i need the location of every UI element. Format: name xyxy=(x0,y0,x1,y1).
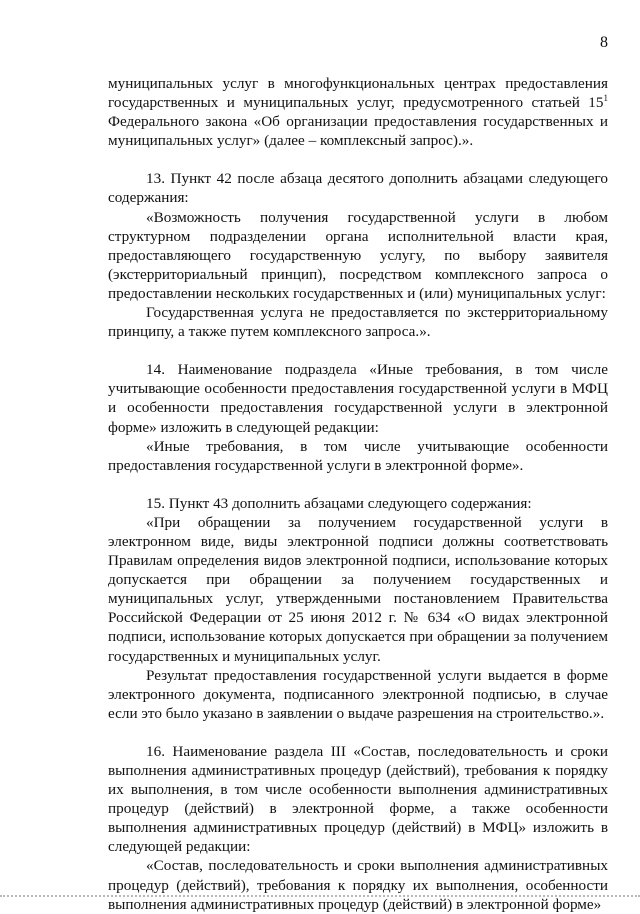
document-body xyxy=(108,74,608,914)
paragraph-quote: Результат предоставления государственной услуги выдается в форме электронного документа, подписанного электронной подписью, в случае если это было указано в заявлении о выдаче разрешения на строительство.». xyxy=(108,666,608,722)
page-number: 8 xyxy=(600,34,608,51)
paragraph-quote: «При обращении за получением государственной услуги в электронном виде, виды электронной подписи должны соответствовать Правилам определения видов электронной подписи, использование которых допускается при обращении за получением государственных и муниципальных услуг, утвержденными постановлением Правительства Российской Федерации от 25 июня 2012 г. № 634 «О видах электронной подписи, использование которых допускается при обращении за получением государственных и муниципальных услуг. xyxy=(108,513,608,665)
paragraph-item-13: 13. Пункт 42 после абзаца десятого дополнить абзацами следующего содержания: xyxy=(108,170,608,207)
paragraph-continuation xyxy=(108,74,608,150)
paragraph-text: Федерального закона «Об организации предоставления государственных и муниципальных услуг» (далее – комплексный запрос).». xyxy=(108,113,608,150)
paragraph-quote: «Возможность получения государственной услуги в любом структурном подразделении органа исполнительной власти края, предоставляющего государственную услугу, по выбору заявителя (экстерриториальный принцип), посредством комплексного запроса о предоставлении нескольких государственных и (или) муниципальных услуг: xyxy=(108,208,608,302)
paragraph-item-15: 15. Пункт 43 дополнить абзацами следующего содержания: xyxy=(146,494,532,512)
paragraph-item-16: 16. Наименование раздела III «Состав, последовательность и сроки выполнения административных процедур (действий), требования к порядку их выполнения, в том числе особенности выполнения административных процедур (действий) в электронной форме, а также особенности выполнения административных процедур (действий) в МФЦ» изложить в следующей редакции: xyxy=(108,742,608,856)
paragraph-quote: Государственная услуга не предоставляется по экстерриториальному принципу, а также путем комплексного запроса.». xyxy=(108,304,608,341)
paragraph-text: муниципальных услуг в многофункциональных центрах предоставления государственных и муниципальных услуг, предусмотренного статьей 15 xyxy=(108,75,608,112)
paragraph-item-14: 14. Наименование подраздела «Иные требования, в том числе учитывающие особенности предоставления государственной услуги в МФЦ и особенности предоставления государственной услуги в электронной форме» изложить в следующей редакции: xyxy=(108,361,608,436)
paragraph-quote: «Состав, последовательность и сроки выполнения административных процедур (действий), требования к порядку их выполнения, особенности выполнения административных процедур (действий) в электронной форме» xyxy=(108,857,608,913)
paragraph-quote: «Иные требования, в том числе учитывающие особенности предоставления государственной услуги в электронной форме». xyxy=(108,437,608,474)
superscript: 1 xyxy=(603,93,608,104)
scan-edge-divider xyxy=(0,895,640,901)
